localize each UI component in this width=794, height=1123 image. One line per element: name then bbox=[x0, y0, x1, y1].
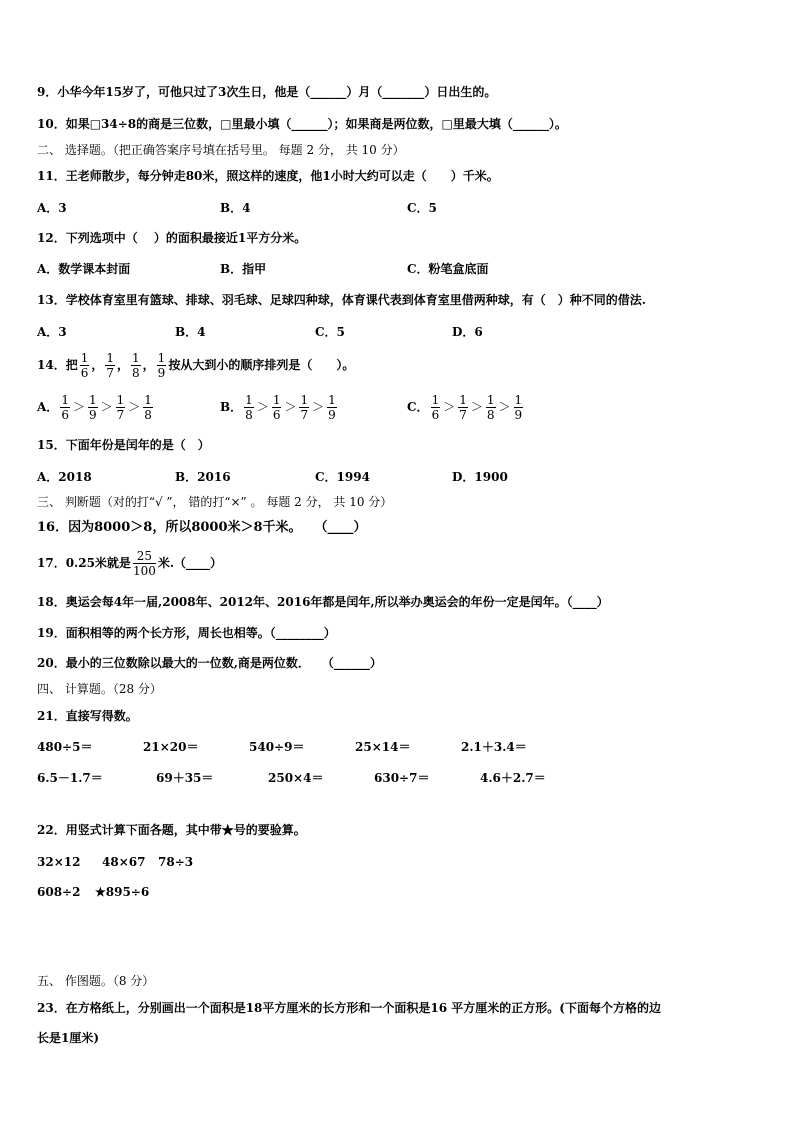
q23-line1: 23．在方格纸上，分别画出一个面积是18平方厘米的长方形和一个面积是16 平方厘米的正方形。(下面每个方格的边 bbox=[37, 1001, 661, 1015]
q11: 11．王老师散步，每分钟走80米，照这样的速度，他1小时大约可以走（ ）千米。 bbox=[37, 169, 499, 183]
q16: 16．因为8000＞8，所以8000米＞8千米。 （____） bbox=[37, 520, 367, 535]
q12-option-c: C．粉笔盒底面 bbox=[407, 262, 489, 276]
section-5-heading: 五、 作图题。（8 分） bbox=[37, 974, 155, 988]
q17: 17．0.25米就是 $\frac{25}{100}$ 米.（____） bbox=[37, 549, 223, 578]
q9: 9．小华今年15岁了，可他只过了3次生日，他是（______）月（_______）日出生的。 bbox=[37, 85, 497, 99]
q22: 22．用竖式计算下面各题，其中带★号的要验算。 bbox=[37, 823, 306, 837]
q22-item: 48×67 bbox=[102, 855, 146, 869]
q21-item: 250×4＝ bbox=[268, 771, 324, 785]
section-2-heading: 二、 选择题。（把正确答案序号填在括号里。 每题 2 分， 共 10 分） bbox=[37, 143, 405, 157]
q15-option-c: C．1994 bbox=[315, 470, 370, 484]
q21-item: 6.5－1.7＝ bbox=[37, 771, 103, 785]
q15-option-b: B．2016 bbox=[175, 470, 231, 484]
q18: 18．奥运会每4年一届,2008年、2012年、2016年都是闰年,所以举办奥运会的年份一定是闰年。（____） bbox=[37, 595, 609, 609]
q13-option-a: A．3 bbox=[37, 325, 67, 339]
q13: 13．学校体育室里有篮球、排球、羽毛球、足球四种球，体育课代表到体育室里借两种球，有（ ）种不同的借法. bbox=[37, 293, 646, 307]
q21-item: 630÷7＝ bbox=[374, 771, 430, 785]
q11-option-c: C．5 bbox=[407, 201, 437, 215]
q20: 20．最小的三位数除以最大的一位数,商是两位数． （______） bbox=[37, 656, 382, 670]
q12: 12．下列选项中（ ）的面积最接近1平方分米。 bbox=[37, 231, 307, 245]
q14-option-a: A． $\frac{1}{6}$ ＞ $\frac{1}{9}$ ＞ $\frac{1}{7}$ ＞ $\frac{1}{8}$ bbox=[37, 393, 152, 422]
q14-suffix: 按从大到小的顺序排列是（ ）。 bbox=[168, 358, 355, 372]
q14: 14．把 $\frac{1}{6}$ ， $\frac{1}{7}$ ， $\frac{1}{8}$ ， $\frac{1}{9}$ 按从大到小的顺序排列是（ ）。 bbox=[37, 351, 355, 380]
q23-line2: 长是1厘米) bbox=[37, 1031, 100, 1045]
section-4-heading: 四、 计算题。（28 分） bbox=[37, 682, 162, 696]
q14-fraction: $\frac{1}{9}$ bbox=[157, 351, 166, 380]
q14-option-b: B． $\frac{1}{8}$ ＞ $\frac{1}{6}$ ＞ $\frac{1}{7}$ ＞ $\frac{1}{9}$ bbox=[220, 393, 336, 422]
q21-item: 21×20＝ bbox=[143, 740, 199, 754]
q22-item: 608÷2 bbox=[37, 885, 81, 899]
q13-option-c: C．5 bbox=[315, 325, 345, 339]
q10: 10．如果□34÷8的商是三位数，□里最小填（______）；如果商是两位数，□里最大填（______）。 bbox=[37, 117, 567, 131]
q22-item: 32×12 bbox=[37, 855, 81, 869]
q15-option-d: D．1900 bbox=[452, 470, 508, 484]
q13-option-b: B．4 bbox=[175, 325, 206, 339]
q15: 15．下面年份是闰年的是（ ） bbox=[37, 438, 210, 452]
q14-option-c: C． $\frac{1}{6}$ ＞ $\frac{1}{7}$ ＞ $\frac{1}{8}$ ＞ $\frac{1}{9}$ bbox=[407, 393, 523, 422]
q14-fraction: $\frac{1}{7}$ bbox=[106, 351, 114, 380]
q22-item: 78÷3 bbox=[158, 855, 194, 869]
q21: 21．直接写得数。 bbox=[37, 709, 138, 723]
q11-option-b: B．4 bbox=[220, 201, 251, 215]
q12-option-b: B．指甲 bbox=[220, 262, 267, 276]
q11-option-a: A．3 bbox=[37, 201, 67, 215]
q21-item: 4.6＋2.7＝ bbox=[480, 771, 546, 785]
q21-item: 69＋35＝ bbox=[156, 771, 214, 785]
q14-fraction: $\frac{1}{6}$ bbox=[80, 351, 89, 380]
q14-fraction: $\frac{1}{8}$ bbox=[132, 351, 140, 380]
q21-item: 2.1＋3.4＝ bbox=[461, 740, 527, 754]
q21-item: 25×14＝ bbox=[355, 740, 411, 754]
q15-option-a: A．2018 bbox=[37, 470, 92, 484]
q22-item: ★895÷6 bbox=[95, 885, 150, 899]
q14-prefix: 14．把 bbox=[37, 358, 78, 372]
q13-option-d: D．6 bbox=[452, 325, 483, 339]
q17-fraction: $\frac{25}{100}$ bbox=[132, 549, 156, 578]
section-3-heading: 三、 判断题（对的打“√ ”， 错的打“×” 。 每题 2 分， 共 10 分） bbox=[37, 495, 393, 509]
q19: 19．面积相等的两个长方形，周长也相等。（________） bbox=[37, 626, 336, 640]
q21-item: 540÷9＝ bbox=[249, 740, 305, 754]
q12-option-a: A．数学课本封面 bbox=[37, 262, 131, 276]
q21-item: 480÷5＝ bbox=[37, 740, 93, 754]
